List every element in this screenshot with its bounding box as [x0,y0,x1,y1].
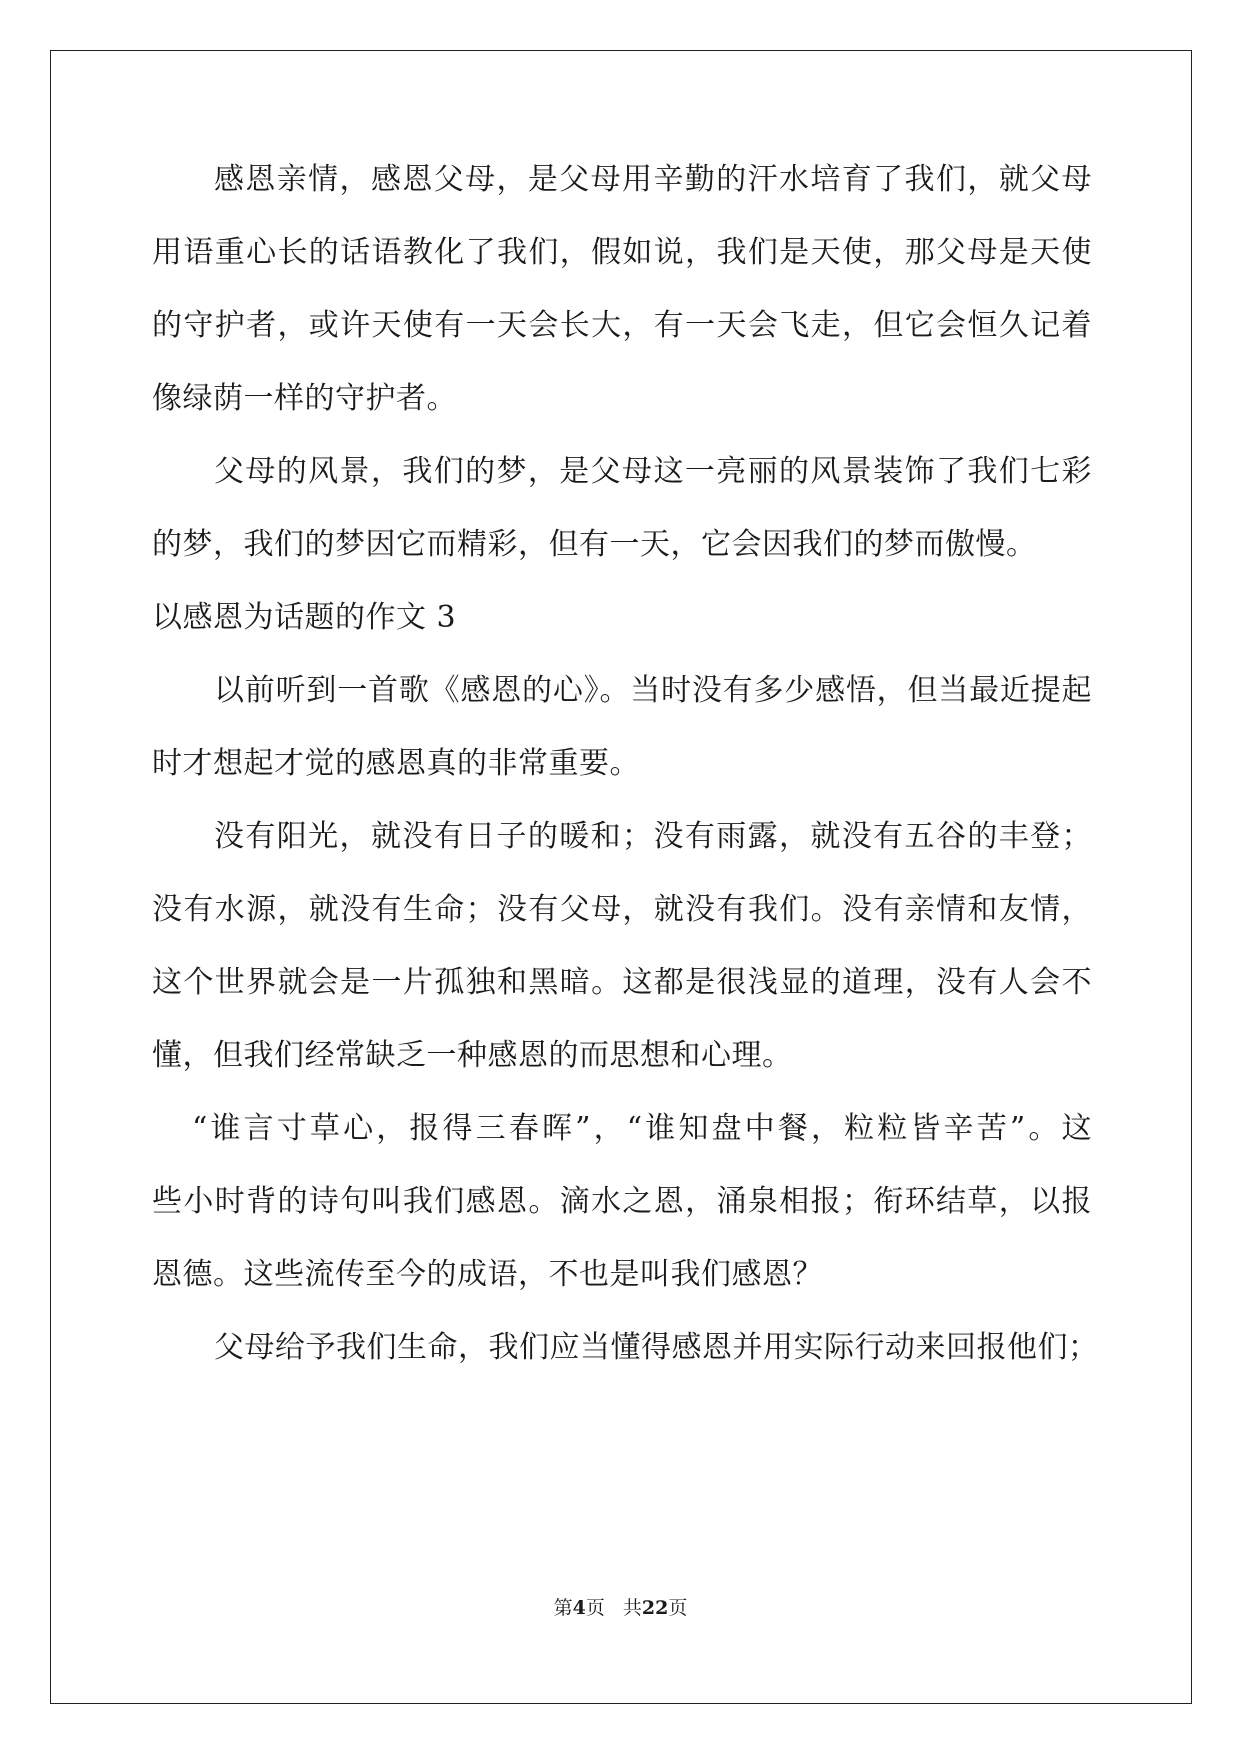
paragraph-line: 懂，但我们经常缺乏一种感恩的而思想和心理。 [152,1038,793,1073]
paragraph-line: 的梦，我们的梦因它而精彩，但有一天，它会因我们的梦而傲慢。 [152,527,1037,562]
section-heading: 以感恩为话题的作文 3 [152,600,457,635]
page-border [50,50,1192,1704]
paragraph-line: 父母的风景，我们的梦，是父母这一亮丽的风景装饰了我们七彩 [214,454,1092,489]
paragraph-line: 用语重心长的话语教化了我们，假如说，我们是天使，那父母是天使 [152,235,1092,270]
paragraph-line: 像绿荫一样的守护者。 [152,381,457,416]
page-number: 4 [572,1597,586,1619]
page-suffix: 页 [585,1597,605,1619]
total-suffix: 页 [668,1597,688,1619]
paragraph-line: “谁言寸草心，报得三春晖”，“谁知盘中餐，粒粒皆辛苦”。这 [192,1111,1092,1146]
paragraph-line: 的守护者，或许天使有一天会长大，有一天会飞走，但它会恒久记着 [152,308,1092,343]
page-prefix: 第 [553,1597,573,1619]
page-footer [0,1596,1241,1620]
paragraph-line: 感恩亲情，感恩父母，是父母用辛勤的汗水培育了我们，就父母 [214,162,1092,197]
paragraph-line: 时才想起才觉的感恩真的非常重要。 [152,746,640,781]
paragraph-line: 些小时背的诗句叫我们感恩。滴水之恩，涌泉相报；衔环结草，以报 [152,1184,1092,1219]
paragraph-line: 父母给予我们生命，我们应当懂得感恩并用实际行动来回报他们； [214,1330,1099,1365]
total-prefix: 共 [622,1597,642,1619]
paragraph-line: 没有阳光，就没有日子的暖和；没有雨露，就没有五谷的丰登； [214,819,1092,854]
paragraph-line: 这个世界就会是一片孤独和黑暗。这都是很浅显的道理，没有人会不 [152,965,1092,1000]
paragraph-line: 没有水源，就没有生命；没有父母，就没有我们。没有亲情和友情， [152,892,1092,927]
paragraph-line: 以前听到一首歌《感恩的心》。当时没有多少感悟，但当最近提起 [214,673,1092,708]
paragraph-line: 恩德。这些流传至今的成语，不也是叫我们感恩？ [152,1257,823,1292]
total-pages: 22 [641,1597,669,1619]
